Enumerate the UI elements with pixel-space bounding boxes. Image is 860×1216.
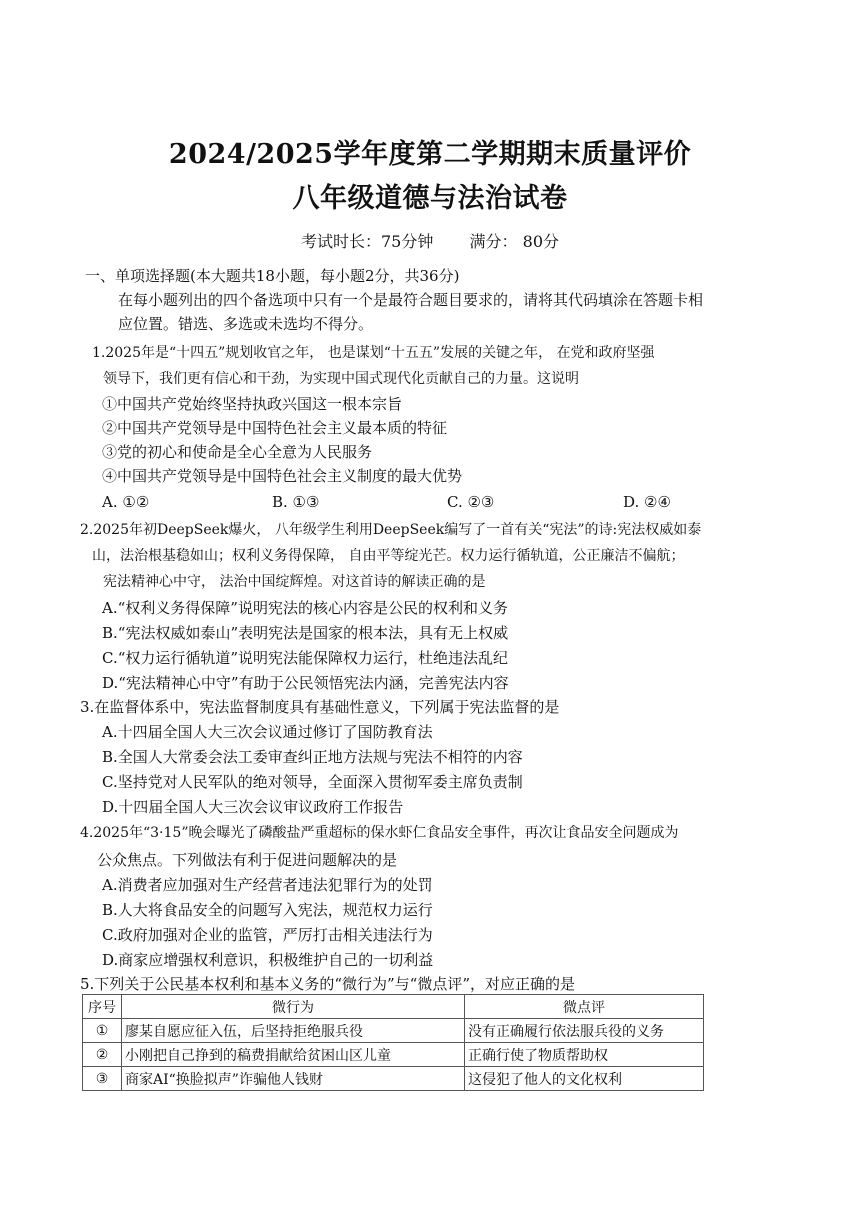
q2-stem-line2: 山，法治根基稳如山；权利义务得保障， 自由平等绽光芒。权力运行循轨道，公正廉洁不偏航； <box>92 548 685 564</box>
table-cell: ② <box>83 1043 122 1067</box>
q5-table <box>82 994 704 1091</box>
q4-stem-line1: 4.2025年“3·15”晚会曝光了磷酸盐严重超标的保水虾仁食品安全事件，再次让食品安全问题成为 <box>80 825 679 841</box>
exam-score: 满分： 80分 <box>469 232 559 251</box>
q1-option-d: D. ②④ <box>623 493 671 511</box>
section-instructions-line2: 应位置。错选、多选或未选均不得分。 <box>118 315 374 333</box>
exam-title-line1: 2024/2025学年度第二学期期末质量评价 <box>168 139 692 170</box>
q4-stem-line2: 公众焦点。下列做法有利于促进问题解决的是 <box>97 851 398 869</box>
q1-item: ①中国共产党始终坚持执政兴国这一根本宗旨 <box>102 395 403 413</box>
table-cell: 商家AI“换脸拟声”诈骗他人钱财 <box>122 1067 465 1091</box>
q1-option-c: C. ②③ <box>447 493 495 511</box>
q1-option-b: B. ①③ <box>272 493 320 511</box>
q4-option-c: C.政府加强对企业的监管，严厉打击相关违法行为 <box>102 926 433 944</box>
q2-option-a: A.“权利义务得保障”说明宪法的核心内容是公民的权利和义务 <box>102 599 508 617</box>
table-header-cell: 微行为 <box>122 995 465 1019</box>
q1-item: ②中国共产党领导是中国特色社会主义最本质的特征 <box>102 419 448 437</box>
q2-option-c: C.“权力运行循轨道”说明宪法能保障权力运行，杜绝违法乱纪 <box>102 649 509 667</box>
exam-duration: 考试时长：75分钟 <box>300 232 434 251</box>
section-instructions-line1: 在每小题列出的四个备选项中只有一个是最符合题目要求的，请将其代码填涂在答题卡相 <box>118 291 704 309</box>
q2-stem-line1: 2.2025年初DeepSeek爆火， 八年级学生利用DeepSeek编写了一首有关“宪法”的诗:宪法权威如泰 <box>80 522 702 538</box>
q4-option-d: D.商家应增强权利意识，积极维护自己的一切利益 <box>102 951 434 969</box>
table-cell: 廖某自愿应征入伍，后坚持拒绝服兵役 <box>122 1019 465 1043</box>
q3-option-a: A.十四届全国人大三次会议通过修订了国防教育法 <box>102 723 433 741</box>
table-row <box>83 1067 704 1091</box>
table-header-cell: 微点评 <box>465 995 704 1019</box>
q1-option-a: A. ①② <box>102 493 150 511</box>
q1-stem-line2: 领导下，我们更有信心和干劲，为实现中国式现代化贡献自己的力量。这说明 <box>103 371 579 387</box>
q5-stem: 5.下列关于公民基本权利和基本义务的“微行为”与“微点评”，对应正确的是 <box>80 975 575 993</box>
q2-option-b: B.“宪法权威如泰山”表明宪法是国家的根本法，具有无上权威 <box>102 624 509 642</box>
q3-stem: 3.在监督体系中，宪法监督制度具有基础性意义，下列属于宪法监督的是 <box>80 698 560 716</box>
q3-option-d: D.十四届全国人大三次会议审议政府工作报告 <box>102 798 404 816</box>
q1-item: ④中国共产党领导是中国特色社会主义制度的最大优势 <box>102 467 463 485</box>
table-header-cell: 序号 <box>83 995 122 1019</box>
table-cell: 这侵犯了他人的文化权利 <box>465 1067 704 1091</box>
table-row <box>83 1043 704 1067</box>
section-heading: 一、单项选择题(本大题共18小题，每小题2分，共36分) <box>85 267 460 285</box>
q3-option-c: C.坚持党对人民军队的绝对领导，全面深入贯彻军委主席负责制 <box>102 773 523 791</box>
q4-option-b: B.人大将食品安全的问题写入宪法，规范权力运行 <box>102 901 433 919</box>
table-cell: 正确行使了物质帮助权 <box>465 1043 704 1067</box>
q1-item: ③党的初心和使命是全心全意为人民服务 <box>102 443 373 461</box>
q2-option-d: D.“宪法精神心中守”有助于公民领悟宪法内涵，完善宪法内容 <box>102 674 509 692</box>
table-cell: 小刚把自己挣到的稿费捐献给贫困山区儿童 <box>122 1043 465 1067</box>
exam-meta <box>0 229 860 252</box>
q1-stem-line1: 1.2025年是“十四五”规划收官之年， 也是谋划“十五五”发展的关键之年， 在党和政府坚强 <box>92 345 655 361</box>
q2-stem-line3: 宪法精神心中守， 法治中国绽辉煌。对这首诗的解读正确的是 <box>103 574 486 590</box>
table-cell: ③ <box>83 1067 122 1091</box>
table-cell: 没有正确履行依法服兵役的义务 <box>465 1019 704 1043</box>
table-row <box>83 1019 704 1043</box>
table-header-row <box>83 995 704 1019</box>
exam-title-line2: 八年级道德与法治试卷 <box>292 183 568 214</box>
table-cell: ① <box>83 1019 122 1043</box>
q3-option-b: B.全国人大常委会法工委审查纠正地方法规与宪法不相符的内容 <box>102 748 523 766</box>
q4-option-a: A.消费者应加强对生产经营者违法犯罪行为的处罚 <box>102 876 433 894</box>
